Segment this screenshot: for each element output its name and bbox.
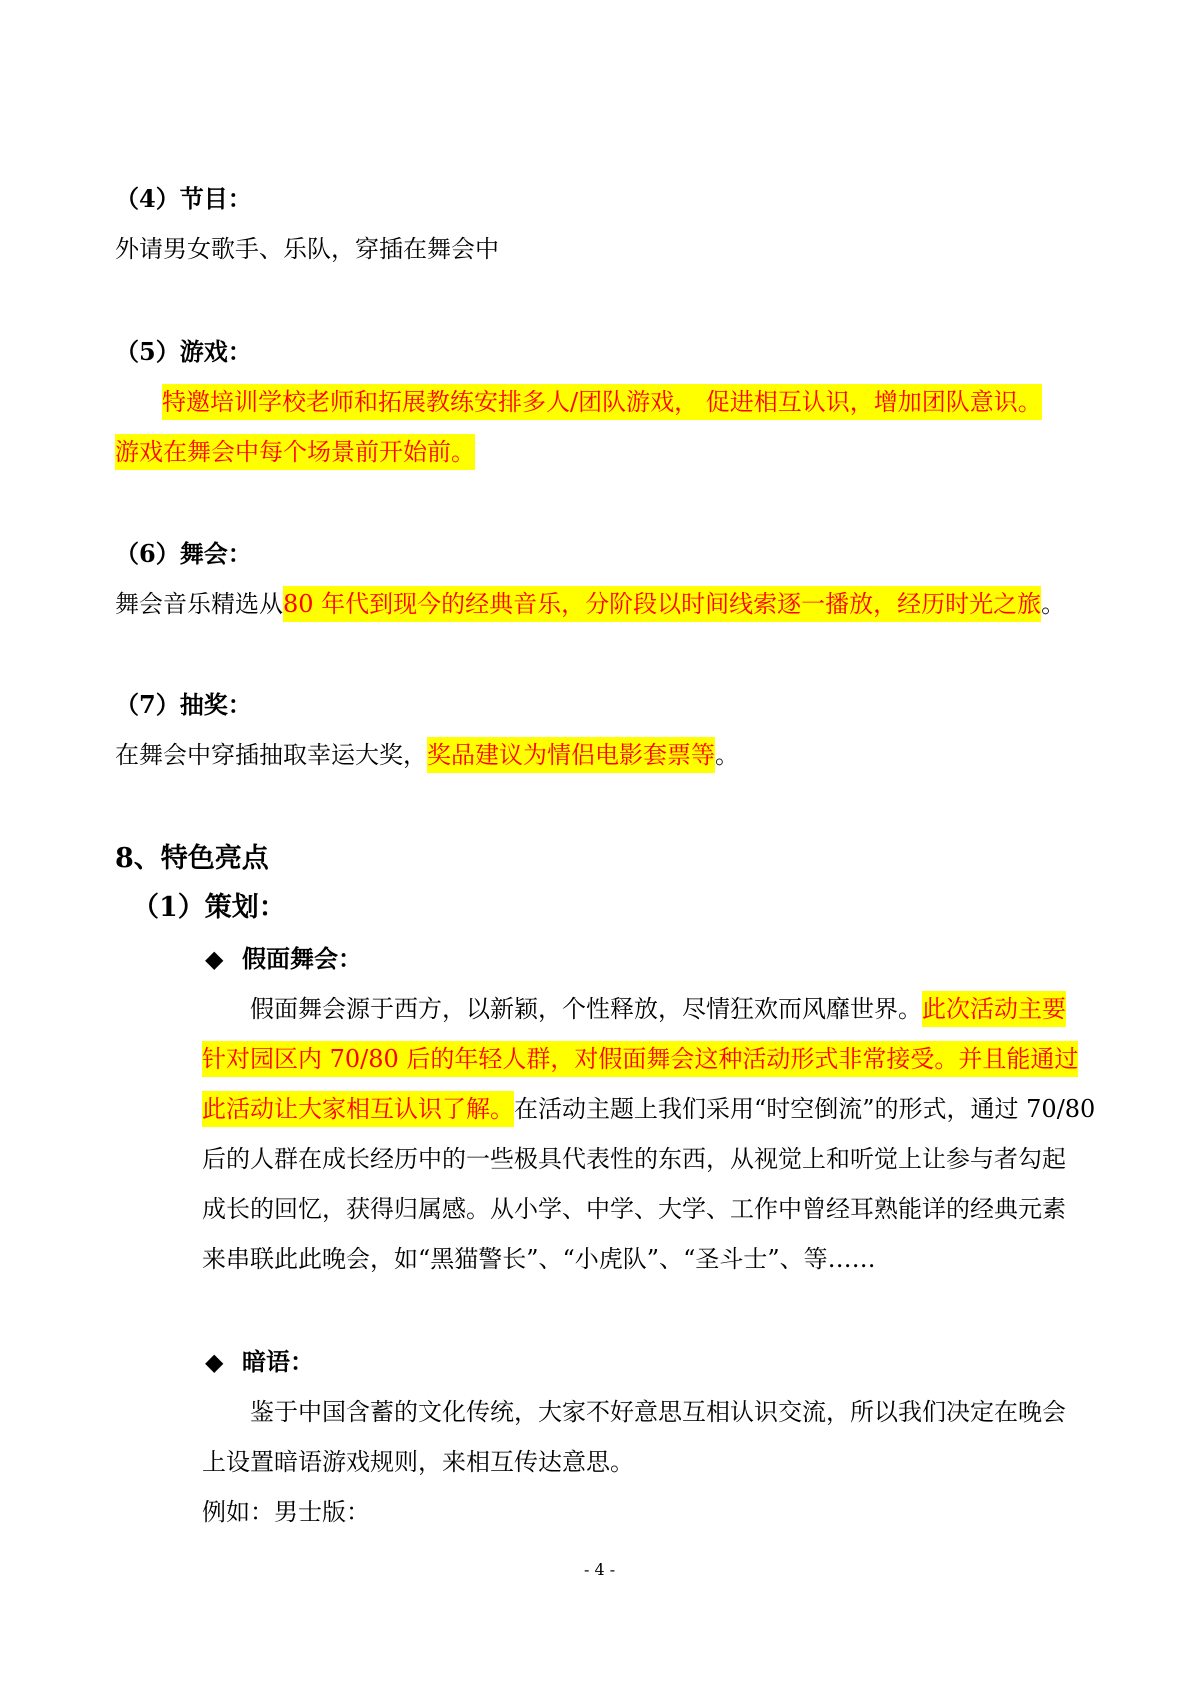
bullet-icon: ◆	[205, 1347, 224, 1376]
highlighted-text: 此活动让大家相互认识了解。	[202, 1091, 514, 1127]
masked-ball-line-6: 来串联此此晚会，如“黑猫警长”、“小虎队”、“圣斗士”、等……	[202, 1245, 876, 1273]
highlighted-text: 奖品建议为情侣电影套票等	[427, 737, 715, 773]
masked-ball-line-5: 成长的回忆，获得归属感。从小学、中学、大学、工作中曾经耳熟能详的经典元素	[202, 1195, 1066, 1223]
bullet-icon: ◆	[205, 944, 224, 973]
plain-text: 。	[715, 741, 739, 769]
plain-text: 假面舞会源于西方，以新颖，个性释放，尽情狂欢而风靡世界。	[250, 995, 922, 1023]
section-5-heading: （5）游戏：	[115, 337, 252, 366]
section-4-heading: （4）节目：	[115, 184, 252, 213]
section-6-heading: （6）舞会：	[115, 539, 252, 568]
section-5-line-2	[115, 435, 475, 469]
masked-ball-line-4: 后的人群在成长经历中的一些极具代表性的东西，从视觉上和听觉上让参与者勾起	[202, 1145, 1066, 1173]
plain-text: 在舞会中穿插抽取幸运大奖，	[115, 741, 427, 769]
masked-ball-line-3	[202, 1092, 1095, 1126]
masked-ball-line-1	[250, 992, 1066, 1026]
secret-language-line-3: 例如：男士版：	[202, 1498, 370, 1526]
secret-language-line-1: 鉴于中国含蓄的文化传统，大家不好意思互相认识交流，所以我们决定在晚会	[250, 1398, 1066, 1426]
secret-language-heading: 暗语：	[242, 1347, 314, 1376]
section-7-heading: （7）抽奖：	[115, 690, 252, 719]
section-6-text	[115, 587, 1065, 621]
masked-ball-line-2	[202, 1042, 1078, 1076]
plain-text: 。	[1041, 590, 1066, 618]
section-7-text	[115, 738, 739, 772]
section-4-text: 外请男女歌手、乐队，穿插在舞会中	[115, 235, 499, 263]
page-number: - 4 -	[584, 1560, 616, 1579]
highlighted-text: 80 年代到现今的经典音乐，分阶段以时间线索逐一播放，经历时光之旅	[283, 586, 1041, 622]
plain-text: 舞会音乐精选从	[115, 590, 283, 618]
section-5-line-1	[162, 385, 1042, 419]
plain-text: 在活动主题上我们采用“时空倒流”的形式，通过 70/80	[514, 1095, 1096, 1123]
section-8-subheading: （1）策划：	[132, 892, 286, 923]
highlighted-text: 游戏在舞会中每个场景前开始前。	[115, 434, 475, 470]
highlighted-text: 此次活动主要	[922, 991, 1066, 1027]
highlighted-text: 针对园区内 70/80 后的年轻人群，对假面舞会这种活动形式非常接受。并且能通过	[202, 1041, 1078, 1077]
section-8-heading: 8、特色亮点	[115, 843, 269, 874]
secret-language-line-2: 上设置暗语游戏规则，来相互传达意思。	[202, 1448, 634, 1476]
masked-ball-heading: 假面舞会：	[242, 944, 362, 973]
highlighted-text: 特邀培训学校老师和拓展教练安排多人/团队游戏， 促进相互认识，增加团队意识。	[162, 384, 1042, 420]
